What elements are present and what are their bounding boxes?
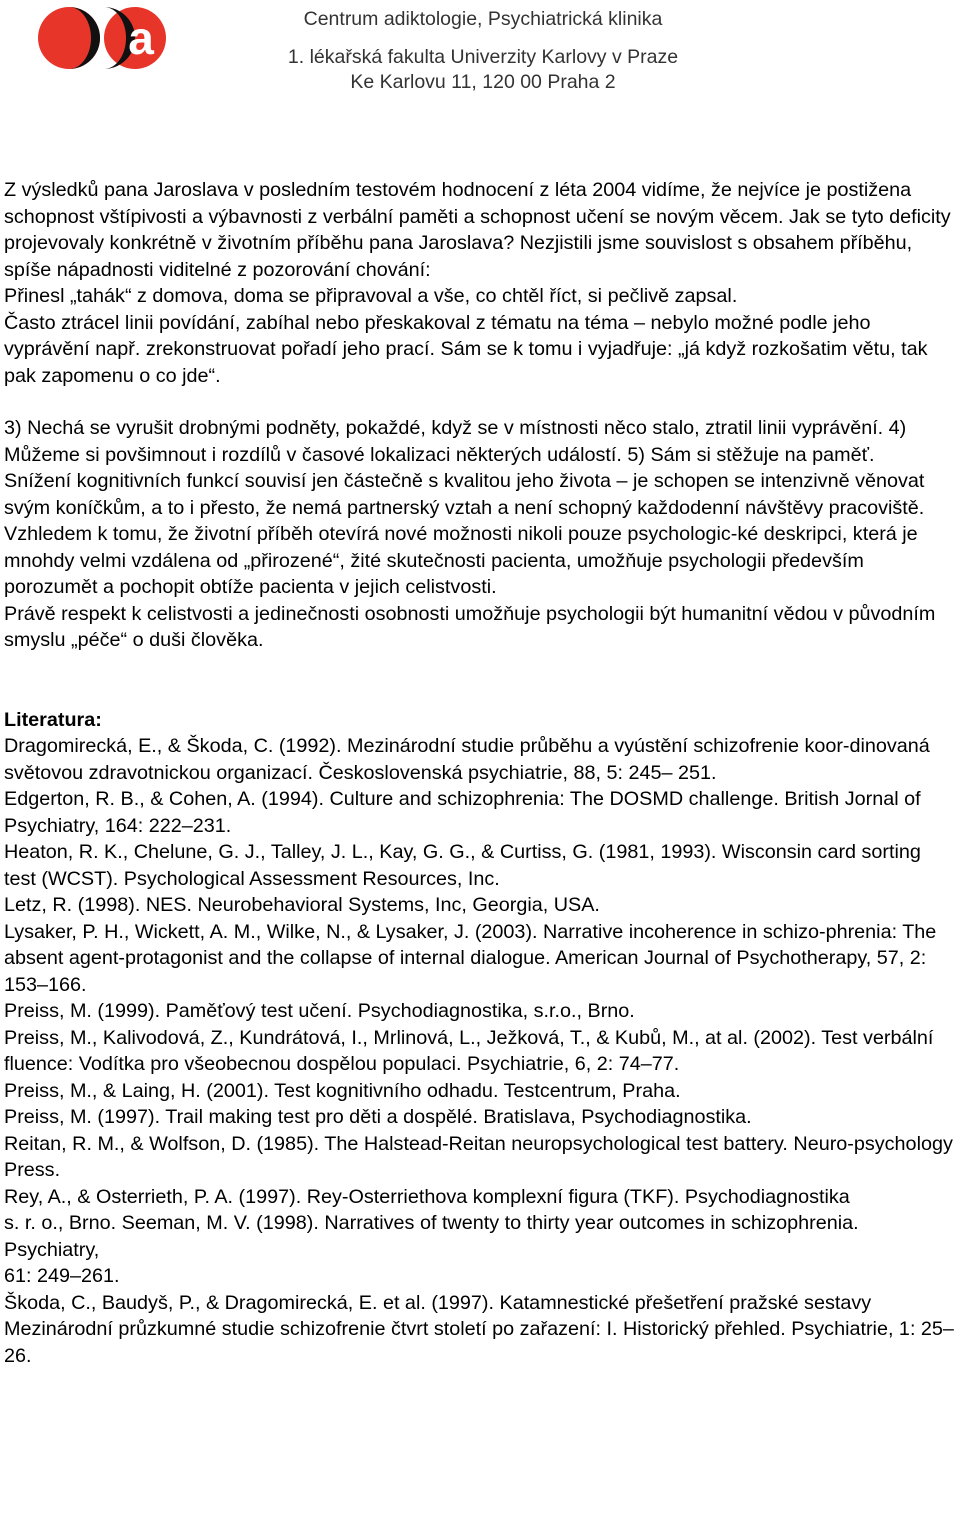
reference-item: Preiss, M. (1999). Paměťový test učení. Psychodiagnostika, s.r.o., Brno. bbox=[4, 1000, 635, 1022]
reference-item: Reitan, R. M., & Wolfson, D. (1985). The Halstead-Reitan neuropsychological test battery. Neuro-psychology Press. bbox=[4, 1132, 953, 1181]
reference-item: Rey, A., & Osterrieth, P. A. (1997). Rey-Osterriethova komplexní figura (TKF). Psychodiagnostika bbox=[4, 1185, 850, 1208]
header-line-2: 1. lékařská fakulta Univerzity Karlovy v Praze bbox=[287, 46, 679, 68]
reference-item: Preiss, M. (1997). Trail making test pro děti a dospělé. Bratislava, Psychodiagnostika. bbox=[4, 1106, 752, 1128]
literature-heading: Literatura: bbox=[4, 708, 102, 731]
paragraph: Přinesl „tahák“ z domova, doma se připravoval a vše, co chtěl říct, si pečlivě zapsal. bbox=[4, 285, 738, 307]
paragraph: 3) Nechá se vyrušit drobnými podněty, pokaždé, když se v místnosti něco stalo, ztratil linii vyprávění. 4) Můžeme si povšimnout i rozdílů v časové lokalizaci některých událostí. 5) Sám si stěžuje na paměť. bbox=[4, 417, 907, 466]
reference-item: Lysaker, P. H., Wickett, A. M., Wilke, N., & Lysaker, J. (2003). Narrative incoherence in schizo-phrenia: The absent agent-protagonist and the collapse of internal dialogue. American Journal of Psychotherapy, 57, 2: 153–166. bbox=[4, 920, 937, 996]
paragraph: Často ztrácel linii povídání, zabíhal nebo přeskakoval z tématu na téma – nebylo možné podle jeho vyprávění např. zrekonstruovat pořadí jeho prací. Sám se k tomu i vyjadřuje: „já když rozkošatim větu, tak pak zapomenu o co jde“. bbox=[4, 311, 928, 387]
paragraph: Právě respekt k celistvosti a jedinečnosti osobnosti umožňuje psychologii být humanitní vědou v původním smyslu „péče“ o duši člověka. bbox=[4, 602, 936, 651]
reference-item: Preiss, M., Kalivodová, Z., Kundrátová, I., Mrlinová, L., Ježková, T., & Kubů, M., at al. (2002). Test verbální fluence: Vodítka pro všeobecnou dospělou populaci. Psychiatrie, 6, 2: 74–77. bbox=[4, 1026, 934, 1075]
reference-item: s. r. o., Brno. Seeman, M. V. (1998). Narratives of twenty to thirty year outcomes in schizophrenia. Psychiatry, bbox=[4, 1212, 859, 1261]
reference-item: Edgerton, R. B., & Cohen, A. (1994). Culture and schizophrenia: The DOSMD challenge. British Jornal of Psychiatry, 164: 222–231. bbox=[4, 788, 921, 837]
reference-item: 61: 249–261. bbox=[4, 1265, 120, 1287]
logo-letter-a: a bbox=[128, 12, 154, 64]
paragraph: Vzhledem k tomu, že životní příběh otevírá nové možnosti nikoli pouze psychologic-ké deskripci, která je mnohdy velmi vzdálena od „přirozené“, žité skutečnosti pacienta, umožňuje psychologii především porozumět a pochopit obtíže pacienta v jejich celistvosti. bbox=[4, 523, 918, 598]
document-body bbox=[4, 177, 958, 1369]
header-line-3: Ke Karlovu 11, 120 00 Praha 2 bbox=[350, 71, 616, 93]
reference-item: Dragomirecká, E., & Škoda, C. (1992). Mezinárodní studie průběhu a vyústění schizofrenie koor-dinovaná světovou zdravotnickou organizací. Československá psychiatrie, 88, 5: 245– 251. bbox=[4, 735, 930, 784]
reference-item: Letz, R. (1998). NES. Neurobehavioral Systems, Inc, Georgia, USA. bbox=[4, 894, 600, 916]
header-line-1: Centrum adiktologie, Psychiatrická klinika bbox=[303, 8, 663, 30]
spacer bbox=[4, 389, 958, 415]
spacer bbox=[4, 654, 958, 707]
paragraph: Z výsledků pana Jaroslava v posledním testovém hodnocení z léta 2004 vidíme, že nejvíce je postižena schopnost vštípivosti a výbavnosti z verbální paměti a schopnost učení se novým věcem. Jak se tyto deficity projevovaly konkrétně v životním příběhu pana Jaroslava? Nezjistili jsme souvislost s obsahem příběhu, spíše nápadnosti viditelné z pozorování chování: bbox=[4, 179, 951, 281]
reference-item: Preiss, M., & Laing, H. (2001). Test kognitivního odhadu. Testcentrum, Praha. bbox=[4, 1079, 681, 1102]
cea-logo bbox=[37, 6, 167, 70]
reference-item: Škoda, C., Baudyš, P., & Dragomirecká, E. et al. (1997). Katamnestické přešetření pražské sestavy Mezinárodní průzkumné studie schizofrenie čtvrt století po zařazení: I. Historický přehled. Psychiatrie, 1: 25–26. bbox=[4, 1291, 954, 1367]
institution-header bbox=[240, 7, 726, 95]
paragraph: Snížení kognitivních funkcí souvisí jen částečně s kvalitou jeho života – je schopen se intenzivně věnovat svým koníčkům, a to i přesto, že nemá partnerský vztah a není schopný každodenní návštěvy pracoviště. bbox=[4, 470, 925, 519]
reference-item: Heaton, R. K., Chelune, G. J., Talley, J. L., Kay, G. G., & Curtiss, G. (1981, 1993). Wisconsin card sorting test (WCST). Psychological Assessment Resources, Inc. bbox=[4, 841, 921, 890]
